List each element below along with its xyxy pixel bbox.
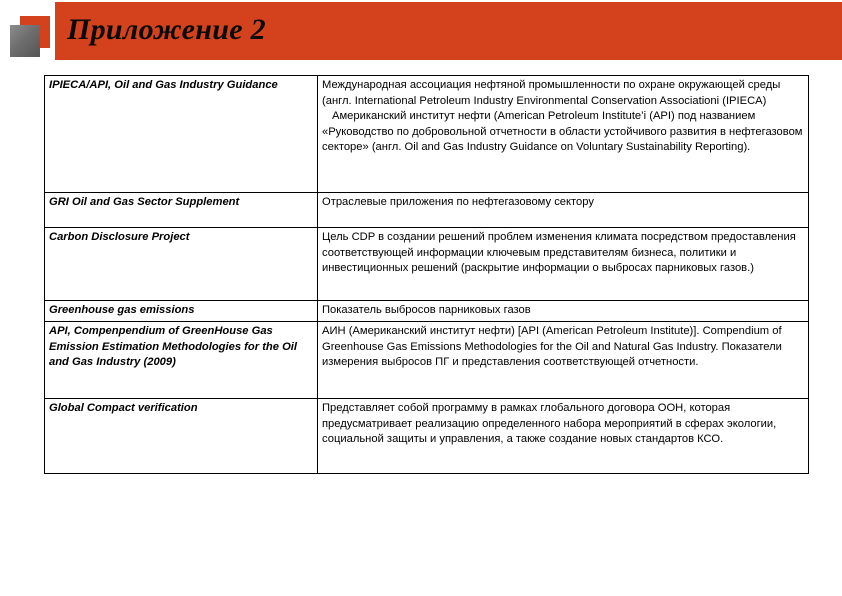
table-row [45,322,809,399]
description-text [322,230,804,277]
table-row [45,228,809,301]
table-cell-term [45,76,318,193]
table-cell-description [318,76,809,193]
table-row [45,399,809,474]
term-label: GRI Oil and Gas Sector Supplement [49,196,240,208]
table-row [45,301,809,322]
description-text [322,303,804,319]
term-label: Carbon Disclosure Project [49,231,190,243]
description-text [322,401,804,448]
table-cell-description [318,193,809,228]
table-cell-term [45,322,318,399]
page-title: Приложение 2 [67,13,266,46]
description-paragraph: Американский институт нефти (American Petroleum Institute’i (API) под названием «Руководство по добровольной отчетности в области устойчивого развития в нефтегазовом секторе» (англ. Oil and Gas Industry Guidance on Voluntary Sustainability Reporting). [322,110,803,154]
description-text [322,195,804,211]
description-text [322,324,804,371]
description-paragraph: АИН (Американский институт нефти) [API (American Petroleum Institute)]. Compendium of Greenhouse Gas Emissions Methodologies for the Oil and Natural Gas Industry. Показатели измерения выбросов ПГ и представления соответствующей отчетности. [322,325,782,369]
table-cell-description [318,301,809,322]
description-paragraph: Цель CDP в создании решений проблем изменения климата посредством предоставления соответствующей информации ключевым представителям бизнеса, политики и инвестиционных решений (раскрытие информации о выбросах парниковых газов.) [322,231,796,275]
term-label: API, Compenpendium of GreenHouse Gas Emission Estimation Methodologies for the Oil and Gas Industry (2009) [49,325,298,368]
table-row [45,193,809,228]
table-cell-term [45,301,318,322]
decorative-squares [8,16,56,62]
appendix-table [44,75,809,474]
table-cell-term [45,399,318,474]
table-cell-description [318,399,809,474]
table-cell-description [318,322,809,399]
term-label: Global Compact verification [49,402,198,414]
description-paragraph: Международная ассоциация нефтяной промышленности по охране окружающей среды (англ. International Petroleum Industry Environmental Conservation Associationi (IPIECA) [322,79,781,107]
table-cell-description [318,228,809,301]
table-cell-term [45,193,318,228]
decorative-gray-square [10,25,40,57]
term-label: Greenhouse gas emissions [49,304,195,316]
table-cell-term [45,228,318,301]
description-text [322,78,804,156]
description-paragraph: Показатель выбросов парниковых газов [322,304,531,316]
table-row [45,76,809,193]
description-paragraph: Отраслевые приложения по нефтегазовому сектору [322,196,594,208]
term-label: IPIECA/API, Oil and Gas Industry Guidance [49,79,278,91]
appendix-table-body [45,76,809,474]
description-paragraph: Представляет собой программу в рамках глобального договора ООН, которая предусматривает реализацию определенного набора мероприятий в сферах экологии, социальной защиты и управления, а также создание новых стандартов КСО. [322,402,777,446]
